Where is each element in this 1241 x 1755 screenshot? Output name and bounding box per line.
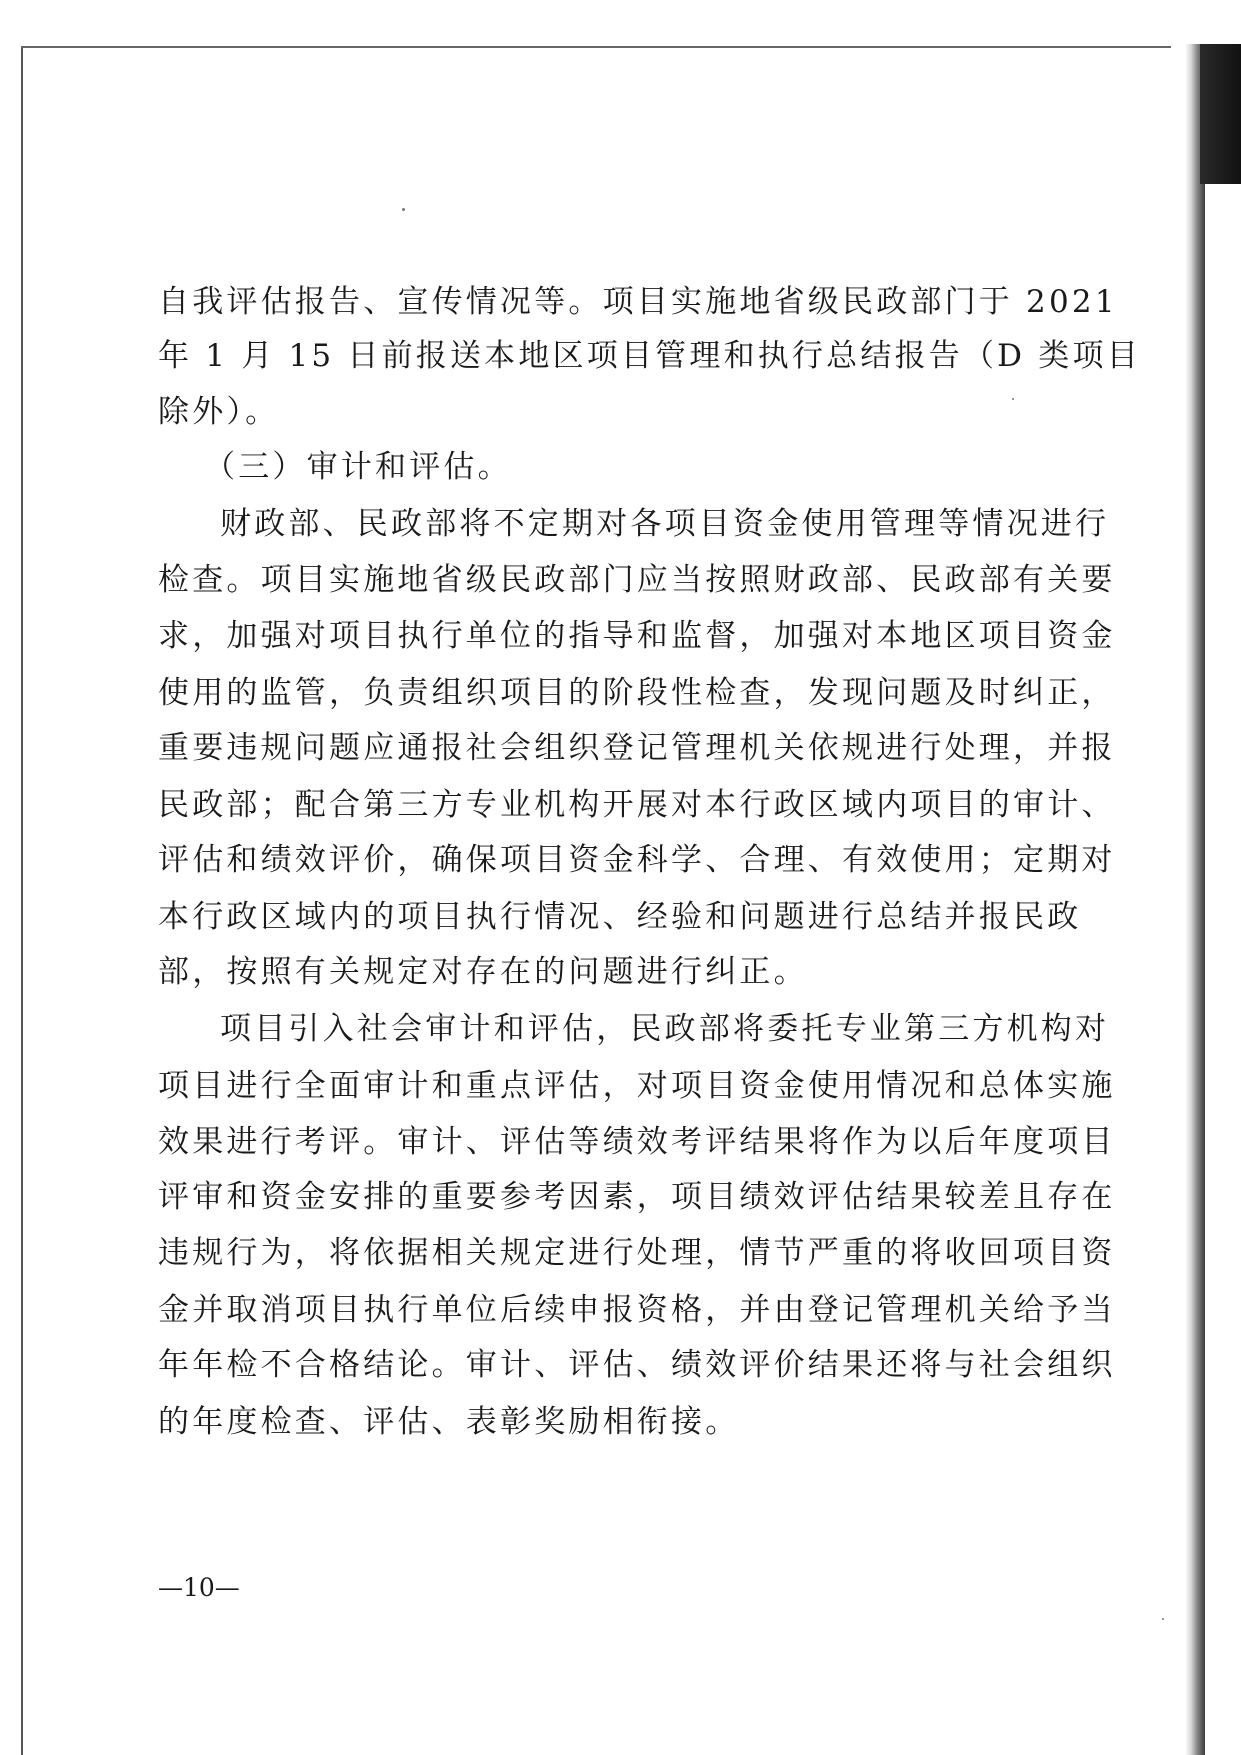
page-edge-top [21,46,1171,48]
body-line: 检查。项目实施地省级民政部门应当按照财政部、民政部有关要 [158,562,1116,598]
body-line: 民政部；配合第三方专业机构开展对本行政区域内项目的审计、 [158,787,1116,823]
body-line: 重要违规问题应通报社会组织登记管理机关依规进行处理，并报 [158,730,1116,766]
body-line: 违规行为，将依据相关规定进行处理，情节严重的将收回项目资 [158,1235,1116,1271]
body-line: 项目进行全面审计和重点评估，对项目资金使用情况和总体实施 [158,1068,1116,1104]
body-line: 评审和资金安排的重要参考因素，项目绩效评估结果较差且存在 [158,1179,1116,1215]
page-number: —10— [158,1573,240,1602]
scan-speck [1162,1618,1164,1620]
page-edge-right-shadow [1185,44,1205,1755]
paragraph-first-line: 项目引入社会审计和评估，民政部将委托专业第三方机构对 [220,1011,1110,1047]
body-line: 评估和绩效评价，确保项目资金科学、合理、有效使用；定期对 [158,842,1116,878]
body-line: 本行政区域内的项目执行情况、经验和问题进行总结并报民政 [158,899,1082,935]
body-line: 使用的监管，负责组织项目的阶段性检查，发现问题及时纠正， [158,675,1116,711]
scan-speck [402,208,405,211]
body-line: 效果进行考评。审计、评估等绩效考评结果将作为以后年度项目 [158,1124,1116,1160]
body-line: 求，加强对项目执行单位的指导和监督，加强对本地区项目资金 [158,618,1116,654]
page-edge-right-dark [1200,44,1241,184]
page-edge-left [21,48,23,1755]
body-line: 年 1 月 15 日前报送本地区项目管理和执行总结报告（D 类项目 [158,338,1141,374]
body-line: 年年检不合格结论。审计、评估、绩效评价结果还将与社会组织 [158,1347,1116,1383]
body-line: 的年度检查、评估、表彰奖励相衔接。 [158,1404,740,1440]
body-line: 自我评估报告、宣传情况等。项目实施地省级民政部门于 2021 [158,284,1118,320]
paragraph-first-line: 财政部、民政部将不定期对各项目资金使用管理等情况进行 [220,506,1110,542]
section-heading: （三）审计和评估。 [204,449,512,485]
body-line: 金并取消项目执行单位后续申报资格，并由登记管理机关给予当 [158,1292,1116,1328]
body-line: 除外）。 [158,394,280,430]
body-line: 部，按照有关规定对存在的问题进行纠正。 [158,954,808,990]
